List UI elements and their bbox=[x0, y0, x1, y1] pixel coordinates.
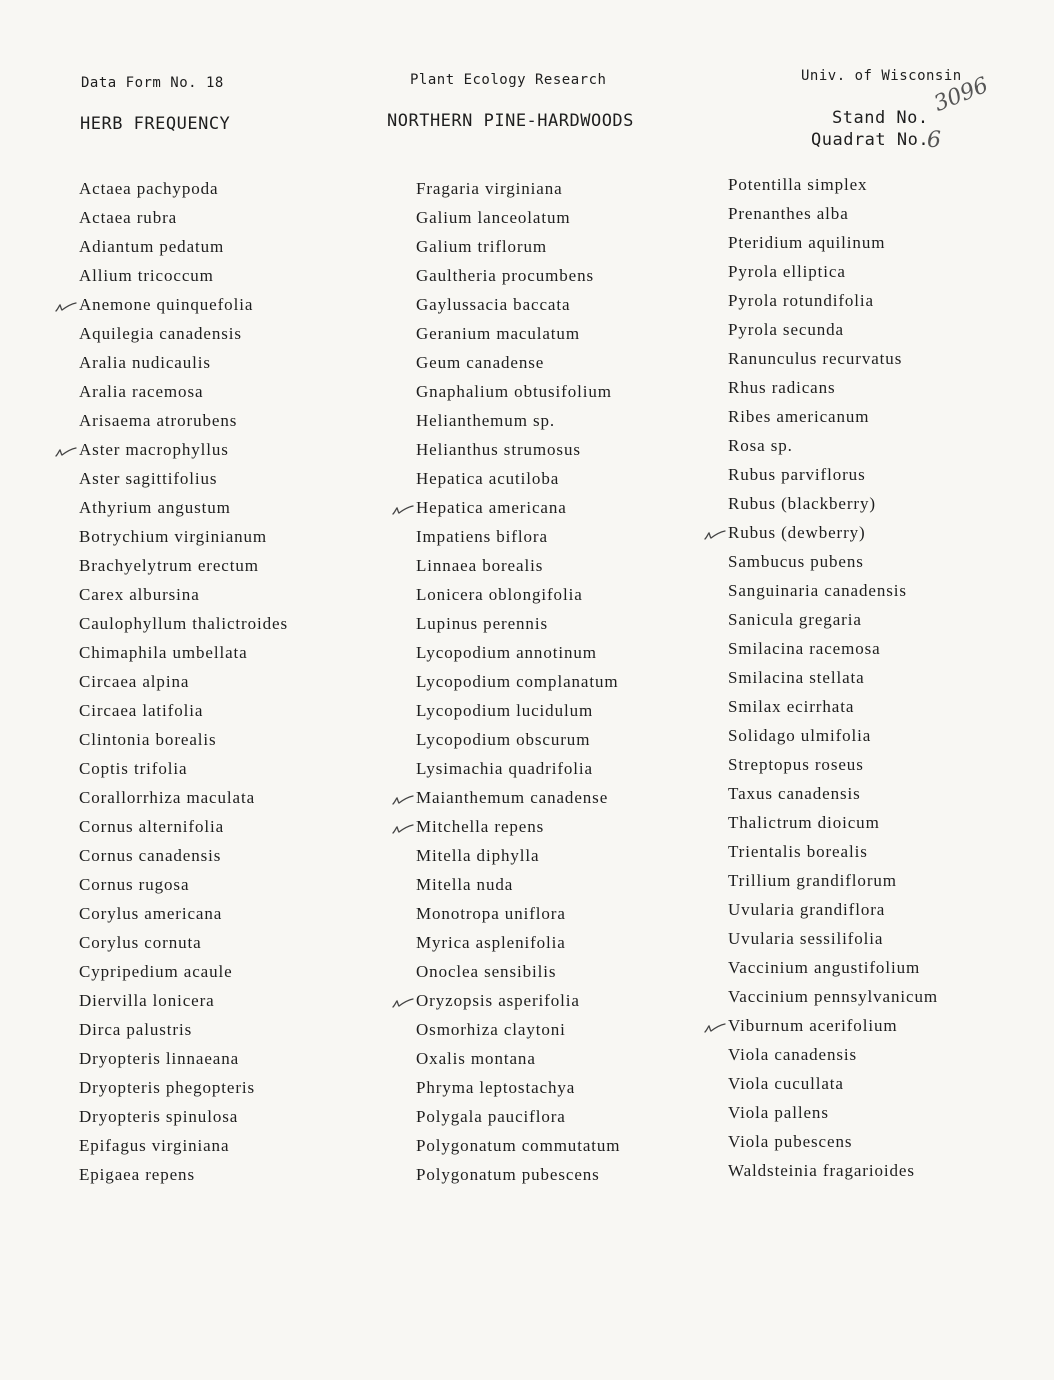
species-name: Cornus alternifolia bbox=[79, 817, 225, 836]
species-name: Coptis trifolia bbox=[79, 759, 188, 778]
species-name: Pyrola rotundifolia bbox=[728, 291, 874, 310]
species-row bbox=[728, 1129, 938, 1158]
species-row bbox=[728, 607, 938, 636]
species-row bbox=[79, 640, 288, 669]
species-name: Lycopodium complanatum bbox=[416, 672, 619, 691]
species-row bbox=[416, 1017, 620, 1046]
quadrat-label: Quadrat No. bbox=[811, 130, 930, 150]
species-name: Uvularia sessilifolia bbox=[728, 929, 884, 948]
species-row bbox=[416, 350, 620, 379]
species-name: Aster sagittifolius bbox=[79, 469, 218, 488]
species-row bbox=[416, 1104, 620, 1133]
species-name: Rosa sp. bbox=[728, 436, 793, 455]
species-name: Smilax ecirrhata bbox=[728, 697, 855, 716]
species-name: Actaea rubra bbox=[79, 208, 178, 227]
species-row bbox=[728, 288, 938, 317]
species-row bbox=[416, 640, 620, 669]
species-name: Anemone quinquefolia bbox=[79, 295, 254, 314]
species-row bbox=[79, 727, 288, 756]
species-row bbox=[728, 1100, 938, 1129]
species-name: Hepatica acutiloba bbox=[416, 469, 560, 488]
species-row bbox=[728, 549, 938, 578]
species-name: Impatiens biflora bbox=[416, 527, 548, 546]
species-name: Lonicera oblongifolia bbox=[416, 585, 583, 604]
species-row bbox=[728, 346, 938, 375]
species-name: Corylus cornuta bbox=[79, 933, 202, 952]
species-name: Rubus (blackberry) bbox=[728, 494, 876, 513]
species-row bbox=[79, 1133, 288, 1162]
species-row bbox=[416, 872, 620, 901]
species-name: Botrychium virginianum bbox=[79, 527, 268, 546]
species-row bbox=[79, 292, 288, 321]
species-name: Viola cucullata bbox=[728, 1074, 844, 1093]
species-name: Sanicula gregaria bbox=[728, 610, 862, 629]
species-name: Linnaea borealis bbox=[416, 556, 544, 575]
species-row bbox=[79, 1075, 288, 1104]
species-row bbox=[416, 1046, 620, 1075]
species-row bbox=[79, 466, 288, 495]
species-name: Helianthemum sp. bbox=[416, 411, 556, 430]
species-row bbox=[416, 408, 620, 437]
species-name: Helianthus strumosus bbox=[416, 440, 581, 459]
species-row bbox=[728, 1158, 938, 1187]
species-row bbox=[416, 1075, 620, 1104]
species-row bbox=[79, 1162, 288, 1191]
species-row bbox=[79, 524, 288, 553]
species-row bbox=[728, 723, 938, 752]
species-name: Geranium maculatum bbox=[416, 324, 580, 343]
species-name: Lupinus perennis bbox=[416, 614, 548, 633]
species-name: Dryopteris linnaeana bbox=[79, 1049, 240, 1068]
species-row bbox=[416, 321, 620, 350]
species-row bbox=[728, 578, 938, 607]
species-row bbox=[79, 437, 288, 466]
species-name: Viola canadensis bbox=[728, 1045, 858, 1064]
species-row bbox=[79, 553, 288, 582]
species-row bbox=[728, 781, 938, 810]
species-row bbox=[728, 868, 938, 897]
checkmark-icon bbox=[55, 444, 77, 458]
species-row bbox=[728, 317, 938, 346]
species-row bbox=[416, 437, 620, 466]
species-name: Epifagus virginiana bbox=[79, 1136, 230, 1155]
species-name: Uvularia grandiflora bbox=[728, 900, 886, 919]
species-row bbox=[416, 582, 620, 611]
checkmark-icon bbox=[704, 1020, 726, 1034]
species-name: Prenanthes alba bbox=[728, 204, 849, 223]
species-name: Monotropa uniflora bbox=[416, 904, 566, 923]
species-name: Rhus radicans bbox=[728, 378, 836, 397]
species-row bbox=[416, 379, 620, 408]
species-row bbox=[728, 404, 938, 433]
species-name: Allium tricoccum bbox=[79, 266, 214, 285]
species-name: Galium triflorum bbox=[416, 237, 548, 256]
species-row bbox=[79, 930, 288, 959]
species-name: Dryopteris spinulosa bbox=[79, 1107, 239, 1126]
species-row bbox=[79, 582, 288, 611]
species-name: Lycopodium lucidulum bbox=[416, 701, 594, 720]
species-name: Carex albursina bbox=[79, 585, 200, 604]
species-name: Chimaphila umbellata bbox=[79, 643, 248, 662]
species-row bbox=[416, 698, 620, 727]
species-row bbox=[416, 176, 620, 205]
species-row bbox=[728, 810, 938, 839]
species-name: Taxus canadensis bbox=[728, 784, 861, 803]
species-column-2 bbox=[416, 176, 620, 1191]
species-name: Polygonatum commutatum bbox=[416, 1136, 621, 1155]
species-name: Gaylussacia baccata bbox=[416, 295, 571, 314]
species-row bbox=[416, 611, 620, 640]
species-row bbox=[79, 814, 288, 843]
species-row bbox=[728, 375, 938, 404]
species-row bbox=[79, 611, 288, 640]
species-row bbox=[728, 1042, 938, 1071]
species-row bbox=[728, 636, 938, 665]
species-name: Brachyelytrum erectum bbox=[79, 556, 259, 575]
species-name: Aquilegia canadensis bbox=[79, 324, 242, 343]
species-name: Cornus rugosa bbox=[79, 875, 190, 894]
species-row bbox=[728, 230, 938, 259]
species-name: Circaea latifolia bbox=[79, 701, 204, 720]
species-row bbox=[79, 1017, 288, 1046]
species-row bbox=[416, 930, 620, 959]
species-name: Dryopteris phegopteris bbox=[79, 1078, 256, 1097]
species-row bbox=[728, 897, 938, 926]
species-row bbox=[79, 350, 288, 379]
species-name: Cypripedium acaule bbox=[79, 962, 233, 981]
species-name: Smilacina stellata bbox=[728, 668, 865, 687]
species-row bbox=[728, 752, 938, 781]
species-row bbox=[416, 843, 620, 872]
species-name: Actaea pachypoda bbox=[79, 179, 219, 198]
species-name: Ribes americanum bbox=[728, 407, 870, 426]
species-name: Potentilla simplex bbox=[728, 175, 868, 194]
species-row bbox=[79, 959, 288, 988]
species-row bbox=[79, 1104, 288, 1133]
species-row bbox=[79, 321, 288, 350]
species-row bbox=[728, 491, 938, 520]
species-row bbox=[728, 1013, 938, 1042]
community-type: NORTHERN PINE-HARDWOODS bbox=[387, 111, 634, 131]
species-name: Aster macrophyllus bbox=[79, 440, 229, 459]
species-row bbox=[79, 1046, 288, 1075]
species-name: Cornus canadensis bbox=[79, 846, 222, 865]
checkmark-icon bbox=[55, 299, 77, 313]
quadrat-number-handwritten: 6 bbox=[927, 128, 941, 153]
species-name: Oryzopsis asperifolia bbox=[416, 991, 580, 1010]
species-name: Onoclea sensibilis bbox=[416, 962, 557, 981]
species-name: Sambucus pubens bbox=[728, 552, 864, 571]
checkmark-icon bbox=[392, 792, 414, 806]
species-row bbox=[416, 1133, 620, 1162]
species-name: Polygonatum pubescens bbox=[416, 1165, 600, 1184]
species-name: Lycopodium obscurum bbox=[416, 730, 591, 749]
checkmark-icon bbox=[392, 821, 414, 835]
species-row bbox=[728, 433, 938, 462]
species-name: Waldsteinia fragarioides bbox=[728, 1161, 915, 1180]
form-number: Data Form No. 18 bbox=[81, 75, 224, 91]
checkmark-icon bbox=[704, 527, 726, 541]
species-name: Viola pallens bbox=[728, 1103, 829, 1122]
species-name: Smilacina racemosa bbox=[728, 639, 881, 658]
species-name: Geum canadense bbox=[416, 353, 545, 372]
species-row bbox=[416, 234, 620, 263]
species-name: Vaccinium pennsylvanicum bbox=[728, 987, 938, 1006]
species-row bbox=[728, 201, 938, 230]
species-name: Rubus (dewberry) bbox=[728, 523, 866, 542]
species-name: Hepatica americana bbox=[416, 498, 567, 517]
species-row bbox=[416, 669, 620, 698]
species-name: Phryma leptostachya bbox=[416, 1078, 576, 1097]
species-name: Galium lanceolatum bbox=[416, 208, 571, 227]
checkmark-icon bbox=[392, 502, 414, 516]
species-name: Caulophyllum thalictroides bbox=[79, 614, 288, 633]
species-name: Dirca palustris bbox=[79, 1020, 193, 1039]
species-row bbox=[79, 234, 288, 263]
species-name: Athyrium angustum bbox=[79, 498, 231, 517]
species-name: Mitella diphylla bbox=[416, 846, 540, 865]
species-row bbox=[416, 988, 620, 1017]
stand-number-handwritten: 3096 bbox=[930, 72, 992, 117]
species-row bbox=[79, 408, 288, 437]
species-name: Streptopus roseus bbox=[728, 755, 864, 774]
species-row bbox=[416, 524, 620, 553]
species-name: Lysimachia quadrifolia bbox=[416, 759, 594, 778]
species-row bbox=[79, 495, 288, 524]
program-name: Plant Ecology Research bbox=[410, 72, 607, 88]
species-name: Gaultheria procumbens bbox=[416, 266, 594, 285]
species-name: Solidago ulmifolia bbox=[728, 726, 872, 745]
species-name: Clintonia borealis bbox=[79, 730, 217, 749]
species-row bbox=[416, 1162, 620, 1191]
species-row bbox=[416, 263, 620, 292]
species-name: Fragaria virginiana bbox=[416, 179, 563, 198]
species-row bbox=[79, 843, 288, 872]
species-row bbox=[79, 205, 288, 234]
species-name: Osmorhiza claytoni bbox=[416, 1020, 566, 1039]
species-name: Oxalis montana bbox=[416, 1049, 536, 1068]
species-row bbox=[416, 901, 620, 930]
stand-label: Stand No. bbox=[832, 108, 929, 128]
species-row bbox=[79, 785, 288, 814]
species-row bbox=[728, 955, 938, 984]
species-row bbox=[416, 205, 620, 234]
species-row bbox=[728, 259, 938, 288]
species-name: Gnaphalium obtusifolium bbox=[416, 382, 612, 401]
species-row bbox=[79, 698, 288, 727]
species-row bbox=[416, 814, 620, 843]
species-name: Viburnum acerifolium bbox=[728, 1016, 898, 1035]
species-row bbox=[728, 172, 938, 201]
species-row bbox=[79, 901, 288, 930]
species-name: Thalictrum dioicum bbox=[728, 813, 880, 832]
form-title: HERB FREQUENCY bbox=[80, 114, 231, 134]
species-row bbox=[416, 756, 620, 785]
species-row bbox=[416, 785, 620, 814]
species-name: Corallorrhiza maculata bbox=[79, 788, 256, 807]
species-row bbox=[728, 839, 938, 868]
species-row bbox=[79, 756, 288, 785]
species-row bbox=[728, 462, 938, 491]
species-name: Pyrola secunda bbox=[728, 320, 844, 339]
species-row bbox=[79, 263, 288, 292]
species-column-3 bbox=[728, 172, 938, 1187]
species-name: Viola pubescens bbox=[728, 1132, 853, 1151]
species-name: Trillium grandiflorum bbox=[728, 871, 897, 890]
species-row bbox=[416, 959, 620, 988]
species-name: Myrica asplenifolia bbox=[416, 933, 566, 952]
species-row bbox=[728, 520, 938, 549]
species-row bbox=[79, 379, 288, 408]
species-row bbox=[79, 176, 288, 205]
species-name: Pteridium aquilinum bbox=[728, 233, 886, 252]
species-name: Mitella nuda bbox=[416, 875, 514, 894]
institution-name: Univ. of Wisconsin bbox=[801, 68, 962, 84]
species-name: Trientalis borealis bbox=[728, 842, 868, 861]
species-row bbox=[416, 495, 620, 524]
species-column-1 bbox=[79, 176, 288, 1191]
species-name: Diervilla lonicera bbox=[79, 991, 215, 1010]
species-row bbox=[728, 694, 938, 723]
species-row bbox=[416, 466, 620, 495]
species-row bbox=[416, 292, 620, 321]
species-name: Epigaea repens bbox=[79, 1165, 195, 1184]
species-row bbox=[728, 1071, 938, 1100]
species-name: Polygala pauciflora bbox=[416, 1107, 566, 1126]
species-row bbox=[416, 727, 620, 756]
species-name: Rubus parviflorus bbox=[728, 465, 866, 484]
species-row bbox=[728, 665, 938, 694]
species-row bbox=[728, 984, 938, 1013]
species-row bbox=[728, 926, 938, 955]
species-row bbox=[79, 872, 288, 901]
species-name: Pyrola elliptica bbox=[728, 262, 846, 281]
species-name: Arisaema atrorubens bbox=[79, 411, 238, 430]
species-row bbox=[416, 553, 620, 582]
species-name: Mitchella repens bbox=[416, 817, 545, 836]
species-name: Ranunculus recurvatus bbox=[728, 349, 903, 368]
species-name: Corylus americana bbox=[79, 904, 223, 923]
species-name: Aralia racemosa bbox=[79, 382, 204, 401]
species-name: Sanguinaria canadensis bbox=[728, 581, 907, 600]
species-name: Circaea alpina bbox=[79, 672, 190, 691]
species-row bbox=[79, 669, 288, 698]
species-name: Maianthemum canadense bbox=[416, 788, 609, 807]
species-name: Vaccinium angustifolium bbox=[728, 958, 921, 977]
species-name: Lycopodium annotinum bbox=[416, 643, 597, 662]
species-name: Adiantum pedatum bbox=[79, 237, 225, 256]
species-row bbox=[79, 988, 288, 1017]
checkmark-icon bbox=[392, 995, 414, 1009]
species-name: Aralia nudicaulis bbox=[79, 353, 211, 372]
